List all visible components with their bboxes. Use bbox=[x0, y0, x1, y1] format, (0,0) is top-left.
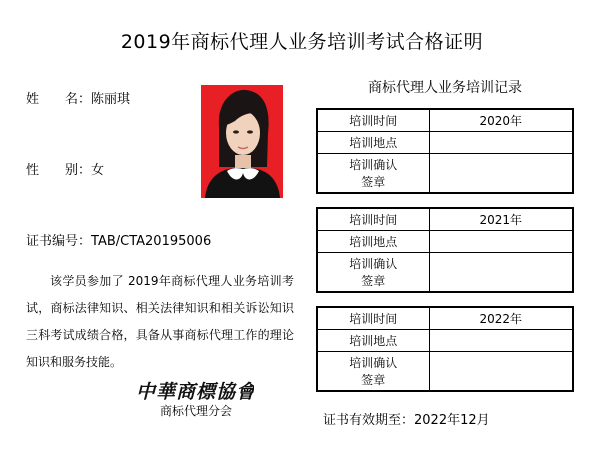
gender-value: 女 bbox=[91, 163, 105, 178]
certificate-title: 2019年商标代理人业务培训考试合格证明 bbox=[120, 31, 484, 53]
record-place-label: 培训地点 bbox=[317, 329, 429, 351]
record-confirm-label: 培训确认 签章 bbox=[317, 252, 429, 292]
gender-row bbox=[26, 159, 104, 178]
cert-number: TAB/CTA20195006 bbox=[91, 234, 212, 249]
portrait-image bbox=[201, 85, 283, 198]
name-value: 陈丽琪 bbox=[91, 92, 131, 107]
qualification-statement: 该学员参加了 2019年商标代理人业务培训考试，商标法律知识、相关法律知识和相关诉讼知识三科考试成绩合格，具备从事商标代理工作的理论知识和服务技能。 bbox=[26, 274, 294, 369]
record-year: 2020年 bbox=[429, 109, 573, 131]
record-title: 商标代理人业务培训记录 bbox=[368, 80, 522, 96]
record-place-label: 培训地点 bbox=[317, 230, 429, 252]
name-row bbox=[26, 88, 130, 107]
record-year: 2022年 bbox=[429, 307, 573, 329]
cert-row bbox=[26, 230, 211, 249]
record-place-value bbox=[429, 131, 573, 153]
calligraphy-seal-image bbox=[138, 377, 254, 403]
record-table-1 bbox=[316, 108, 574, 194]
record-confirm-value bbox=[429, 153, 573, 193]
expiry-date: 证书有效期至：2022年12月 bbox=[323, 413, 490, 428]
record-place-value bbox=[429, 329, 573, 351]
record-time-label: 培训时间 bbox=[317, 208, 429, 230]
record-confirm-value bbox=[429, 351, 573, 391]
record-time-label: 培训时间 bbox=[317, 307, 429, 329]
gender-label: 性 别： bbox=[26, 163, 92, 178]
record-confirm-label: 培训确认 签章 bbox=[317, 153, 429, 193]
record-time-label: 培训时间 bbox=[317, 109, 429, 131]
seal-text: 中華商標協會 bbox=[138, 381, 254, 403]
record-place-value bbox=[429, 230, 573, 252]
record-table-2 bbox=[316, 207, 574, 293]
cert-label: 证书编号： bbox=[26, 234, 92, 249]
record-confirm-label: 培训确认 签章 bbox=[317, 351, 429, 391]
record-confirm-value bbox=[429, 252, 573, 292]
record-table-3 bbox=[316, 306, 574, 392]
id-photo bbox=[201, 85, 283, 198]
seal-subtitle: 商标代理分会 bbox=[159, 404, 232, 418]
association-seal bbox=[138, 377, 254, 403]
record-place-label: 培训地点 bbox=[317, 131, 429, 153]
record-year: 2021年 bbox=[429, 208, 573, 230]
name-label: 姓 名： bbox=[26, 92, 92, 107]
